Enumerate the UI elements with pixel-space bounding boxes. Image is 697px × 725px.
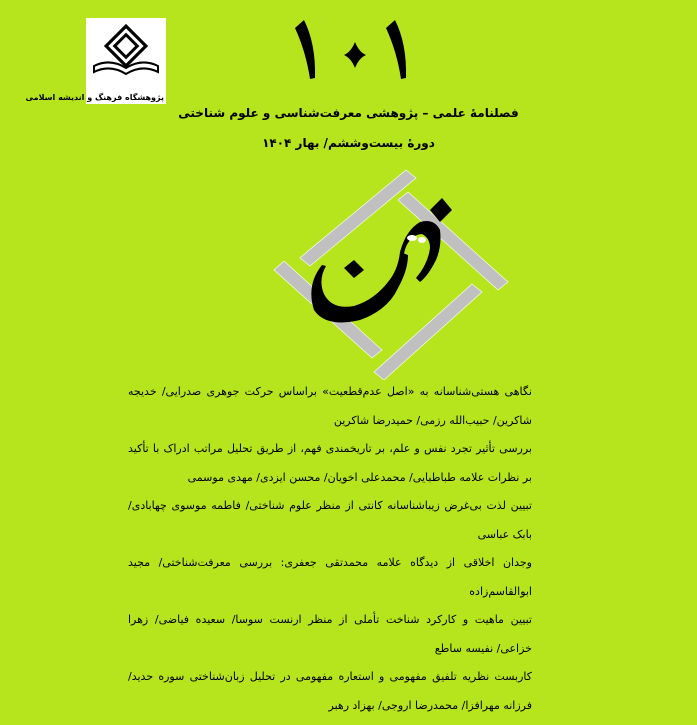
article-item[interactable]: کاربست نظریه تلفیق مفهومی و استعاره مفهومی در تحلیل زبان‌شناختی سوره حدید/ فرزانه مهرافزا/ محمدرضا اروجی/ بهزاد رهبر [128,670,532,712]
issue-number [280,14,430,89]
article-item[interactable]: وجدان اخلاقی از دیدگاه علامه محمدتقی جعفری: بررسی معرفت‌شناختی/ مجید ابوالقاسم‌زاده [128,556,532,598]
publisher-caption: پژوهشگاه فرهنگ و اندیشه اسلامی [25,93,164,102]
article-item[interactable]: تبیین ماهیت و کارکرد شناخت تأملی از منظر ارنست سوسا/ سعیده فیاضی/ زهرا خزاعی/ نفیسه ساطع [128,613,532,655]
article-item[interactable]: نگاهی هستی‌شناسانه به «اصل عدم‌قطعیت» براساس حرکت جوهری صدرایی/ خدیجه شاکرین/ حبیب‌الله رزمی/ حمیدرضا شاکرین [128,385,532,427]
journal-volume-season: دورهٔ بیست‌وششم/ بهار ۱۴۰۴ [262,136,435,150]
article-list [128,378,532,720]
article-item[interactable]: تبیین لذت بی‌غرض زیباشناسانه کانتی از منظر علوم شناختی/ فاطمه موسوی چهابادی/ بابک عباسی [128,499,532,541]
publisher-logo [25,18,166,104]
knot-book-logo-icon [86,18,166,88]
journal-emblem [270,160,520,380]
article-item[interactable]: بررسی تأثیر تجرد نفس و علم، بر تاریخمندی فهم، از طریق تحلیل مراتب ادراک با تأکید بر نظرات علامه طباطبایی/ محمدعلی اخویان/ محسن ایزدی/ مهدی موسمی [128,442,532,484]
journal-description: فصلنامهٔ علمی – پژوهشی معرفت‌شناسی و علوم شناختی [178,106,519,120]
